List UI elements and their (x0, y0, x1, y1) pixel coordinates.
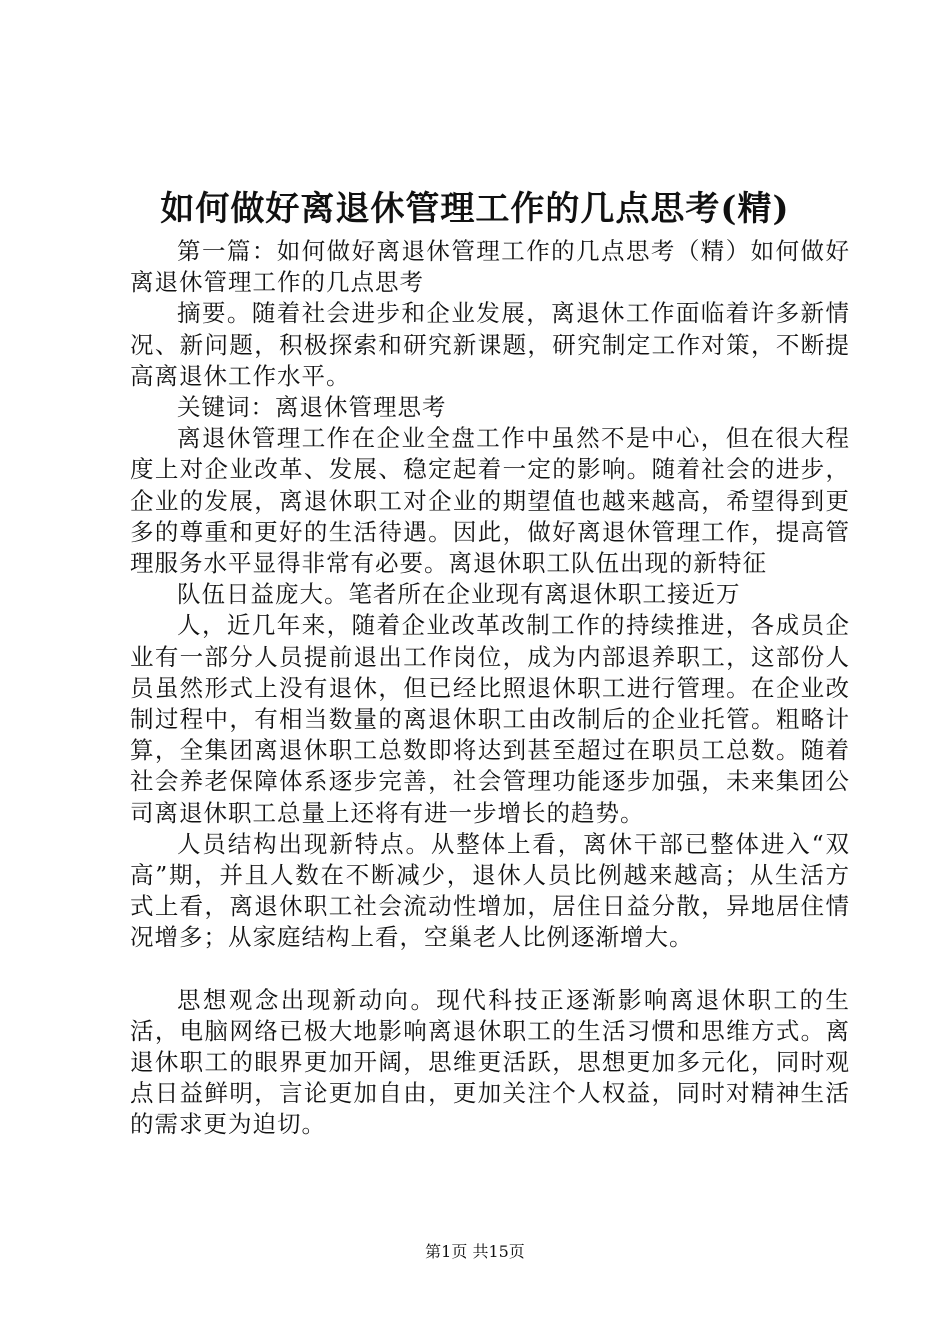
paragraph-team-growth: 队伍日益庞大。笔者所在企业现有离退休职工接近万 (177, 580, 741, 609)
document-body (130, 236, 850, 1141)
paragraph-chapter-heading: 第一篇：如何做好离退休管理工作的几点思考（精）如何做好离退休管理工作的几点思考 (130, 237, 850, 297)
page-footer: 第1页 共15页 (425, 1242, 525, 1261)
paragraph-structure: 人员结构出现新特点。从整体上看，离休干部已整体进入“双高”期，并且人数在不断减少，退休人员比例越来越高；从生活方式上看，离退休职工社会流动性增加，居住日益分散，异地居住情况增多；从家庭结构上看，空巢老人比例逐渐增大。 (130, 829, 850, 952)
paragraph-intro: 离退休管理工作在企业全盘工作中虽然不是中心，但在很大程度上对企业改革、发展、稳定起着一定的影响。随着社会的进步，企业的发展，离退休职工对企业的期望值也越来越高，希望得到更多的尊重和更好的生活待遇。因此，做好离退休管理工作，提高管理服务水平显得非常有必要。离退休职工队伍出现的新特征 (130, 424, 850, 578)
document-title: 如何做好离退休管理工作的几点思考(精) (160, 189, 790, 229)
paragraph-team-growth-detail: 人，近几年来，随着企业改革改制工作的持续推进，各成员企业有一部分人员提前退出工作岗位，成为内部退养职工，这部份人员虽然形式上没有退休，但已经比照退休职工进行管理。在企业改制过程中，有相当数量的离退休职工由改制后的企业托管。粗略计算，全集团离退休职工总数即将达到甚至超过在职员工总数。随着社会养老保障体系逐步完善，社会管理功能逐步加强，未来集团公司离退休职工总量上还将有进一步增长的趋势。 (130, 611, 850, 827)
paragraph-abstract: 摘要。随着社会进步和企业发展，离退休工作面临着许多新情况、新问题，积极探索和研究新课题，研究制定工作对策，不断提高离退休工作水平。 (130, 299, 850, 390)
paragraph-ideas: 思想观念出现新动向。现代科技正逐渐影响离退休职工的生活，电脑网络已极大地影响离退休职工的生活习惯和思维方式。离退休职工的眼界更加开阔，思维更活跃，思想更加多元化，同时观点日益鲜明，言论更加自由，更加关注个人权益，同时对精神生活的需求更为迫切。 (130, 985, 850, 1139)
paragraph-keywords: 关键词：离退休管理思考 (177, 393, 447, 422)
